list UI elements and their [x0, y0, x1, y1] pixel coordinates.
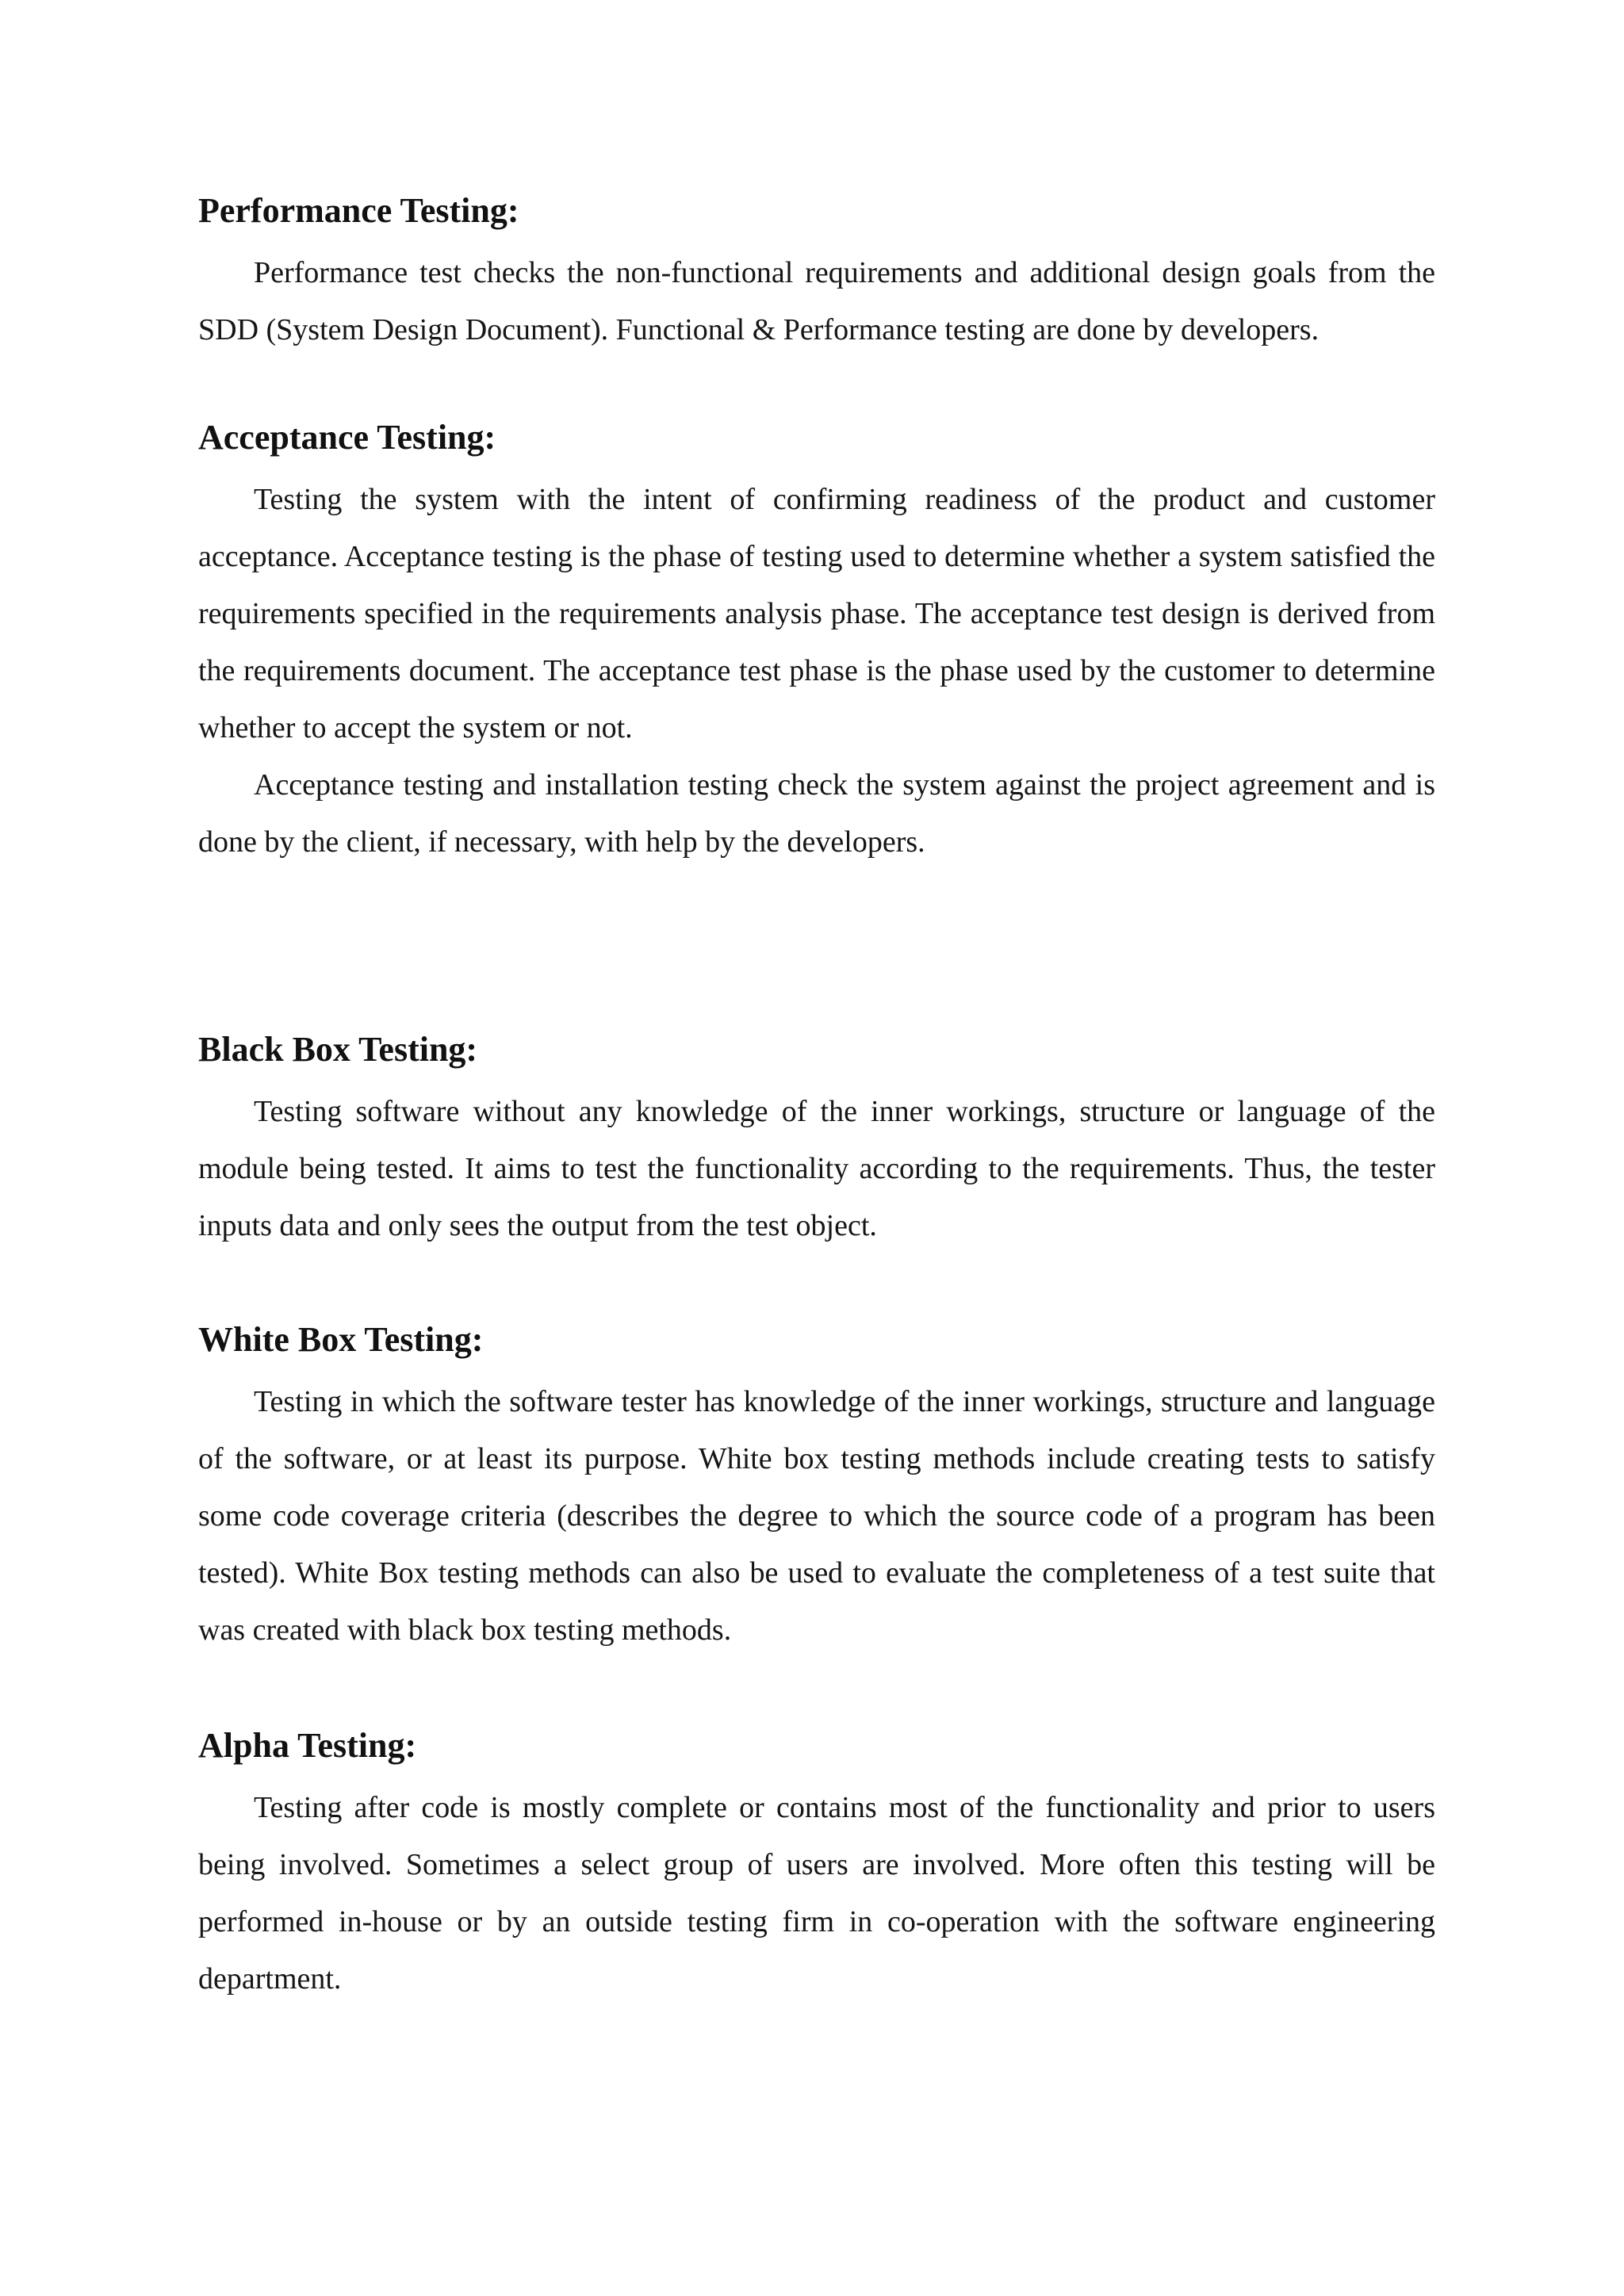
section-heading: Black Box Testing:: [198, 1030, 478, 1069]
section-paragraph: Testing after code is mostly complete or contains most of the functionality and prior to users being involved. Sometimes a select group of users are involved. More often this testing will be performed in-house or by an outside testing firm in co-operation with the software engineering department.: [198, 1791, 1435, 1996]
section-heading: Performance Testing:: [198, 191, 519, 230]
section-heading: White Box Testing:: [198, 1320, 484, 1359]
section-acceptance-testing: [198, 414, 1435, 871]
section-paragraph: Testing in which the software tester has knowledge of the inner workings, structure and language of the software, or at least its purpose. White box testing methods include creating tests to satisfy some code coverage criteria (describes the degree to which the source code of a program has been tested). White Box testing methods can also be used to evaluate the completeness of a test suite that was created with black box testing methods.: [198, 1385, 1435, 1647]
section-paragraph: Acceptance testing and installation testing check the system against the project agreement and is done by the client, if necessary, with help by the developers.: [198, 768, 1435, 859]
section-white-box-testing: [198, 1316, 1435, 1659]
section-paragraph: Performance test checks the non-functional requirements and additional design goals from the SDD (System Design Document). Functional & Performance testing are done by developers.: [198, 256, 1435, 346]
section-heading: Acceptance Testing:: [198, 418, 496, 457]
section-paragraph: Testing software without any knowledge of the inner workings, structure or language of the module being tested. It aims to test the functionality according to the requirements. Thus, the tester inputs data and only sees the output from the test object.: [198, 1095, 1435, 1242]
document-body: [198, 187, 1435, 2007]
section-alpha-testing: [198, 1722, 1435, 2007]
section-performance-testing: [198, 187, 1435, 358]
section-black-box-testing: [198, 1026, 1435, 1254]
section-heading: Alpha Testing:: [198, 1726, 417, 1765]
section-paragraph: Testing the system with the intent of confirming readiness of the product and customer acceptance. Acceptance testing is the phase of testing used to determine whether a system satisfied the requirements specified in the requirements analysis phase. The acceptance test design is derived from the requirements document. The acceptance test phase is the phase used by the customer to determine whether to accept the system or not.: [198, 483, 1435, 744]
